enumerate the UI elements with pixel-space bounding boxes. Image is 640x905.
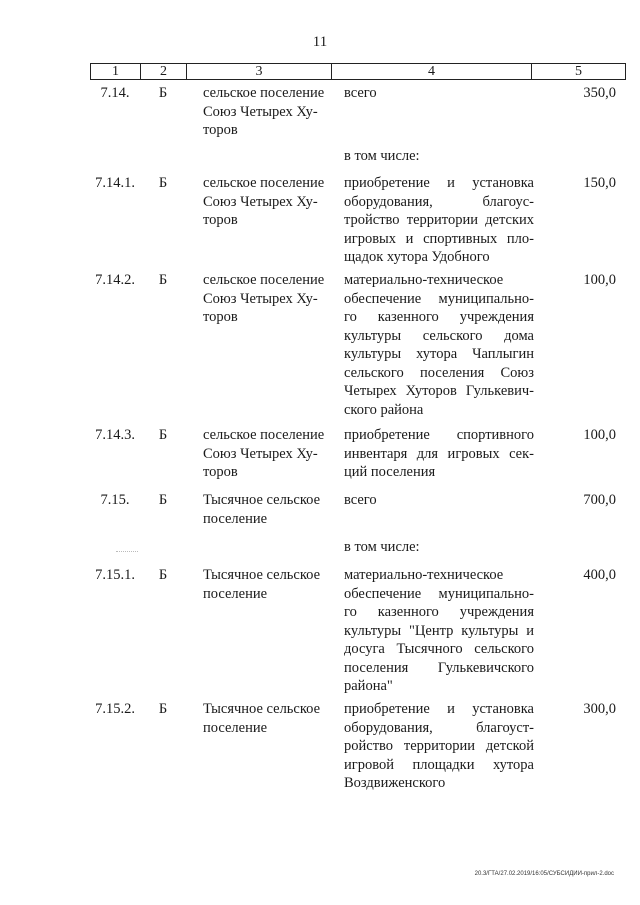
purpose-line: го казенного учреждения	[344, 309, 534, 325]
purpose-line: Воздвиженского	[344, 775, 446, 791]
subheading-r715sub: в том числе:	[344, 539, 420, 555]
row-category: Б	[158, 492, 168, 508]
recipient-line: поселение	[203, 510, 268, 527]
row-number: 7.14.	[100, 85, 130, 101]
row-recipient	[203, 700, 333, 737]
purpose-line: всего	[344, 85, 377, 101]
row-number: 7.15.2.	[95, 701, 135, 717]
recipient-line: поселение	[203, 719, 268, 736]
header-cell-5: 5	[575, 64, 582, 79]
header-cell-4: 4	[332, 64, 532, 79]
purpose-line: инвентаря для игровых сек-	[344, 445, 534, 462]
purpose-line: сельского поселения Союз	[344, 364, 534, 381]
row-purpose	[344, 700, 534, 793]
header-cell-2: 2	[141, 64, 187, 79]
row-purpose	[344, 491, 534, 510]
row-number: 7.14.2.	[95, 272, 135, 288]
recipient-line: сельское поселение	[203, 427, 325, 443]
purpose-line: игровых и спортивных пло-	[344, 230, 534, 247]
recipient-line: торов	[203, 309, 238, 325]
recipient-line: торов	[203, 212, 238, 228]
row-amount: 300,0	[583, 701, 616, 717]
row-purpose	[344, 566, 534, 696]
row-purpose	[344, 426, 534, 482]
purpose-line: ского района	[344, 401, 424, 418]
row-purpose	[344, 271, 534, 419]
recipient-line: поселение	[203, 585, 268, 602]
scan-speck	[116, 551, 138, 553]
recipient-line: торов	[203, 464, 238, 480]
recipient-line: Союз Четырех Ху-	[203, 445, 318, 462]
purpose-line: поселения Гулькевичского	[344, 659, 534, 676]
row-amount: 700,0	[583, 492, 616, 508]
recipient-line: торов	[203, 122, 238, 138]
purpose-line: обеспечение муниципально-	[344, 290, 534, 307]
purpose-line: культуры "Центр культуры и	[344, 622, 534, 639]
row-purpose	[344, 174, 534, 267]
recipient-line: Союз Четырех Ху-	[203, 193, 318, 210]
header-cell-3: 3	[187, 64, 332, 79]
row-recipient	[203, 271, 333, 327]
row-purpose	[344, 84, 534, 103]
purpose-line: ций поселения	[344, 464, 436, 480]
row-amount: 150,0	[583, 175, 616, 191]
recipient-line: сельское поселение	[203, 85, 325, 101]
row-number: 7.14.3.	[95, 427, 135, 443]
recipient-line: сельское поселение	[203, 175, 325, 191]
purpose-line: го казенного учреждения	[344, 604, 534, 620]
row-category: Б	[158, 567, 168, 583]
row-recipient	[203, 426, 333, 482]
purpose-line: досуга Тысячного сельского	[344, 641, 534, 657]
row-category: Б	[158, 701, 168, 717]
recipient-line: Тысячное сельское	[203, 492, 321, 508]
purpose-line: материально-техническое	[344, 272, 504, 288]
row-category: Б	[158, 272, 168, 288]
purpose-line: всего	[344, 492, 377, 508]
purpose-line: района"	[344, 678, 393, 694]
row-recipient	[203, 84, 333, 140]
row-amount: 100,0	[583, 427, 616, 443]
row-amount: 350,0	[583, 85, 616, 101]
subheading-r714sub: в том числе:	[344, 148, 420, 164]
page-number: 11	[312, 34, 328, 50]
recipient-line: Тысячное сельское	[203, 701, 321, 717]
purpose-line: приобретение и установка	[344, 175, 534, 191]
row-recipient	[203, 174, 333, 230]
recipient-line: Союз Четырех Ху-	[203, 103, 318, 120]
row-category: Б	[158, 85, 168, 101]
purpose-line: оборудования, благоус-	[344, 193, 534, 210]
purpose-line: ройство территории детской	[344, 738, 534, 754]
row-amount: 400,0	[583, 567, 616, 583]
purpose-line: культуры хутора Чаплыгин	[344, 346, 534, 362]
purpose-line: оборудования, благоуст-	[344, 719, 534, 736]
purpose-line: игровой площадки хутора	[344, 756, 534, 773]
purpose-line: материально-техническое	[344, 567, 504, 583]
row-category: Б	[158, 175, 168, 191]
row-number: 7.15.1.	[95, 567, 135, 583]
purpose-line: приобретение и установка	[344, 701, 534, 717]
purpose-line: культуры сельского дома	[344, 327, 534, 344]
table-header	[90, 63, 626, 80]
row-recipient	[203, 491, 333, 528]
row-number: 7.14.1.	[95, 175, 135, 191]
purpose-line: щадок хутора Удобного	[344, 249, 490, 265]
purpose-line: Четырех Хуторов Гулькевич-	[344, 383, 534, 399]
purpose-line: приобретение спортивного	[344, 427, 534, 443]
recipient-line: Союз Четырех Ху-	[203, 290, 318, 307]
header-cell-1: 1	[91, 64, 141, 79]
recipient-line: сельское поселение	[203, 272, 325, 288]
row-category: Б	[158, 427, 168, 443]
purpose-line: тройство территории детских	[344, 212, 534, 228]
row-recipient	[203, 566, 333, 603]
row-amount: 100,0	[583, 272, 616, 288]
recipient-line: Тысячное сельское	[203, 567, 321, 583]
purpose-line: обеспечение муниципально-	[344, 585, 534, 602]
row-number: 7.15.	[100, 492, 130, 508]
file-path-footer: 20.3/ГТА/27.02.2019/16:05/СУБСИДИИ-прил-2.doc	[474, 871, 614, 877]
